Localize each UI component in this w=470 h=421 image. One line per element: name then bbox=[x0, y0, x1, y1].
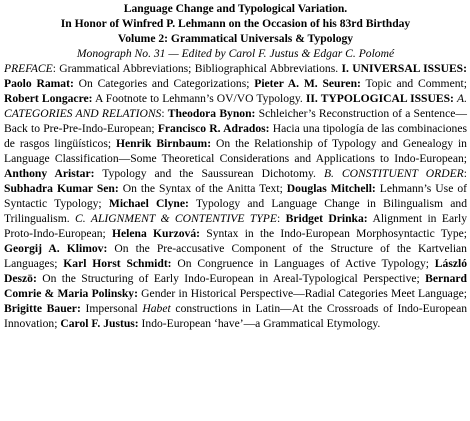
entry-author: Theodora Bynon: bbox=[167, 107, 256, 120]
dedication-line: In Honor of Winfred P. Lehmann on the Occasion of his 83rd Birthday bbox=[60, 17, 411, 30]
entry-title: Syntax in the Indo-European Morphosyntactic Type; bbox=[200, 227, 467, 240]
entry-author: Pieter A. M. Seuren: bbox=[254, 77, 361, 90]
entry-author: Henrik Birnbaum: bbox=[115, 137, 212, 150]
entry-author: Bridget Drinka: bbox=[285, 212, 368, 225]
entry-author: Karl Horst Schmidt: bbox=[63, 257, 172, 270]
section-colon: : bbox=[161, 107, 168, 120]
entry-title: Schleicher’s Reconstruction of a Sentence—Back to Pre-Pre-Indo-European; bbox=[4, 107, 467, 135]
entry-title: Impersonal bbox=[80, 302, 143, 315]
part-heading: II. TYPOLOGICAL ISSUES: bbox=[305, 92, 454, 105]
entry-author: Georgij A. Klimov: bbox=[4, 242, 108, 255]
entry-author: Helena Kurzová: bbox=[111, 227, 201, 240]
entry-title: On the Pre-accusative Component of the Structure of the Kartvelian Languages; bbox=[4, 242, 467, 270]
entry-author: Subhadra Kumar Sen: bbox=[4, 182, 119, 195]
entry-title: Alignment in Early Proto-Indo-European; bbox=[4, 212, 467, 240]
entry-author: Robert Longacre: bbox=[4, 92, 93, 105]
entry-title-italic: Habet bbox=[142, 302, 171, 315]
entry-author: László Deszö: bbox=[4, 257, 468, 285]
entry-title: constructions in Latin—At the Crossroads of Indo-European Innovation; bbox=[4, 302, 468, 330]
entry-title: Hacia una tipología de las combinaciones de rasgos lingüísticos; bbox=[4, 122, 468, 150]
preface-text: : Grammatical Abbreviations; Bibliographical Abbreviations. bbox=[52, 62, 342, 75]
section-heading: C. ALIGNMENT & CONTENTIVE TYPE bbox=[75, 212, 277, 225]
part-heading: I. UNIVERSAL ISSUES: bbox=[341, 62, 467, 75]
entry-author: Bernard Comrie & Maria Polinsky: bbox=[4, 272, 467, 300]
entry-author: Francisco R. Adrados: bbox=[157, 122, 270, 135]
entry-title: On Categories and Categorizations; bbox=[73, 77, 255, 90]
preface-label: PREFACE bbox=[4, 62, 53, 75]
series-editors-line: Monograph No. 31 — Edited by Carol F. Justus & Edgar C. Polomé bbox=[76, 47, 395, 60]
entry-title: On the Structuring of Early Indo-European in Areal-Typological Perspective; bbox=[36, 272, 426, 285]
entry-title: On the Relationship of Typology and Genealogy in Language Classification—Some Theoretical Considerations and Applications to Indo-European; bbox=[4, 137, 467, 165]
entry-title: On Congruence in Languages of Active Typology; bbox=[171, 257, 435, 270]
volume-line: Volume 2: Grammatical Universals & Typology bbox=[117, 32, 354, 45]
entry-title: Gender in Historical Perspective—Radial Categories Meet Language; bbox=[137, 287, 467, 300]
entry-title: On the Syntax of the Anitta Text; bbox=[118, 182, 287, 195]
entry-author: Anthony Aristar: bbox=[4, 167, 95, 180]
entry-title: Typology and the Saussurean Dichotomy. bbox=[94, 167, 324, 180]
entry-author: Carol F. Justus: bbox=[60, 317, 139, 330]
entry-author: Brigitte Bauer: bbox=[4, 302, 81, 315]
section-heading: B. CONSTITUENT ORDER bbox=[323, 167, 464, 180]
entry-author: Michael Clyne: bbox=[108, 197, 189, 210]
entry-title: Indo-European ‘have’—a Grammatical Etymology. bbox=[138, 317, 381, 330]
section-colon: : bbox=[463, 167, 467, 180]
entry-title: A Footnote to Lehmann’s OV/VO Typology. bbox=[92, 92, 306, 105]
entry-title: Typology and Language Change in Bilingualism and Trilingualism. bbox=[4, 197, 467, 225]
entry-title: Topic and Comment; bbox=[360, 77, 467, 90]
table-of-contents bbox=[4, 61, 467, 331]
entry-title: Lehmann’s Use of Syntactic Typology; bbox=[4, 182, 467, 210]
entry-author: Douglas Mitchell: bbox=[286, 182, 376, 195]
section-heading: A. CATEGORIES AND RELATIONS bbox=[4, 92, 467, 120]
entry-author: Paolo Ramat: bbox=[4, 77, 74, 90]
section-colon: : bbox=[276, 212, 286, 225]
book-title: Language Change and Typological Variation. bbox=[123, 2, 348, 15]
